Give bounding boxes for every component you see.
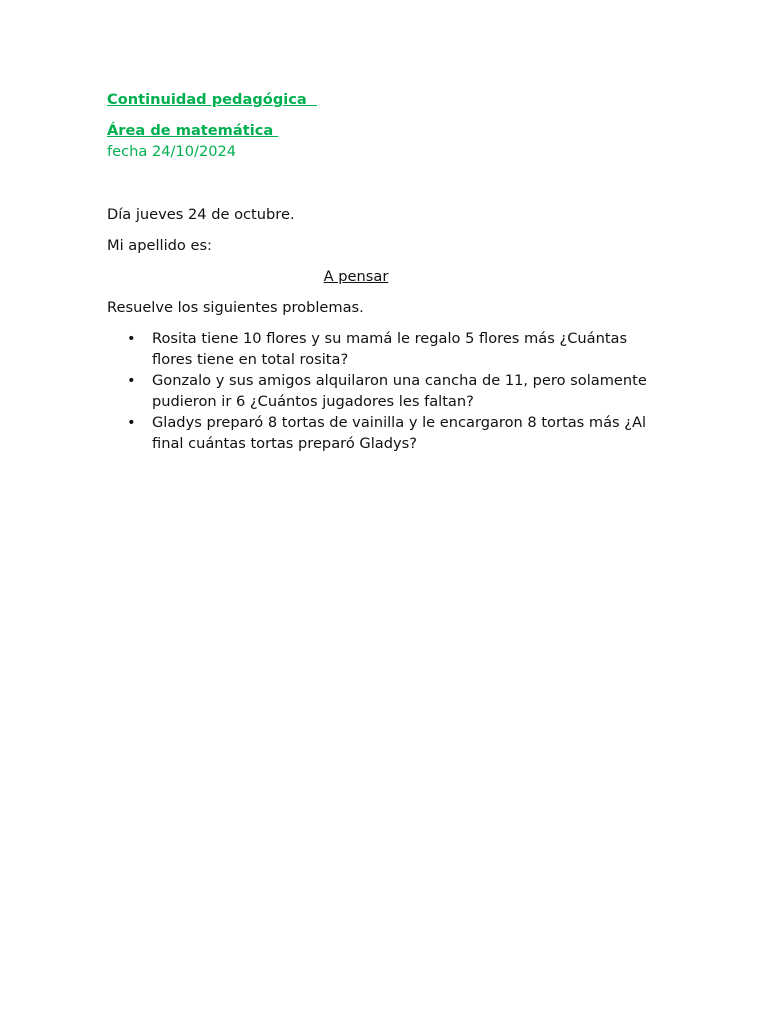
bullet-icon: •: [127, 330, 136, 347]
problem-item: [107, 412, 667, 454]
subject-heading: Área de matemática: [107, 122, 279, 139]
bullet-icon: •: [127, 372, 136, 389]
problem-text: Gonzalo y sus amigos alquilaron una cancha de 11, pero solamente pudieron ir 6 ¿Cuántos jugadores les faltan?: [152, 372, 647, 410]
section-title-wrapper: [107, 267, 605, 287]
section-title: A pensar: [323, 268, 389, 285]
date-line: fecha 24/10/2024: [107, 143, 237, 160]
day-line: Día jueves 24 de octubre.: [107, 206, 295, 223]
problem-text: Rosita tiene 10 flores y su mamá le regalo 5 flores más ¿Cuántas flores tiene en total rosita?: [152, 330, 628, 368]
problem-item: [107, 370, 667, 412]
instruction-line: Resuelve los siguientes problemas.: [107, 299, 364, 316]
document-title: Continuidad pedagógica: [107, 91, 317, 108]
problem-text: Gladys preparó 8 tortas de vainilla y le encargaron 8 tortas más ¿Al final cuántas tortas preparó Gladys?: [152, 414, 647, 452]
problem-item: [107, 328, 667, 370]
problem-list: [107, 328, 667, 454]
surname-label: Mi apellido es:: [107, 237, 212, 254]
bullet-icon: •: [127, 414, 136, 431]
